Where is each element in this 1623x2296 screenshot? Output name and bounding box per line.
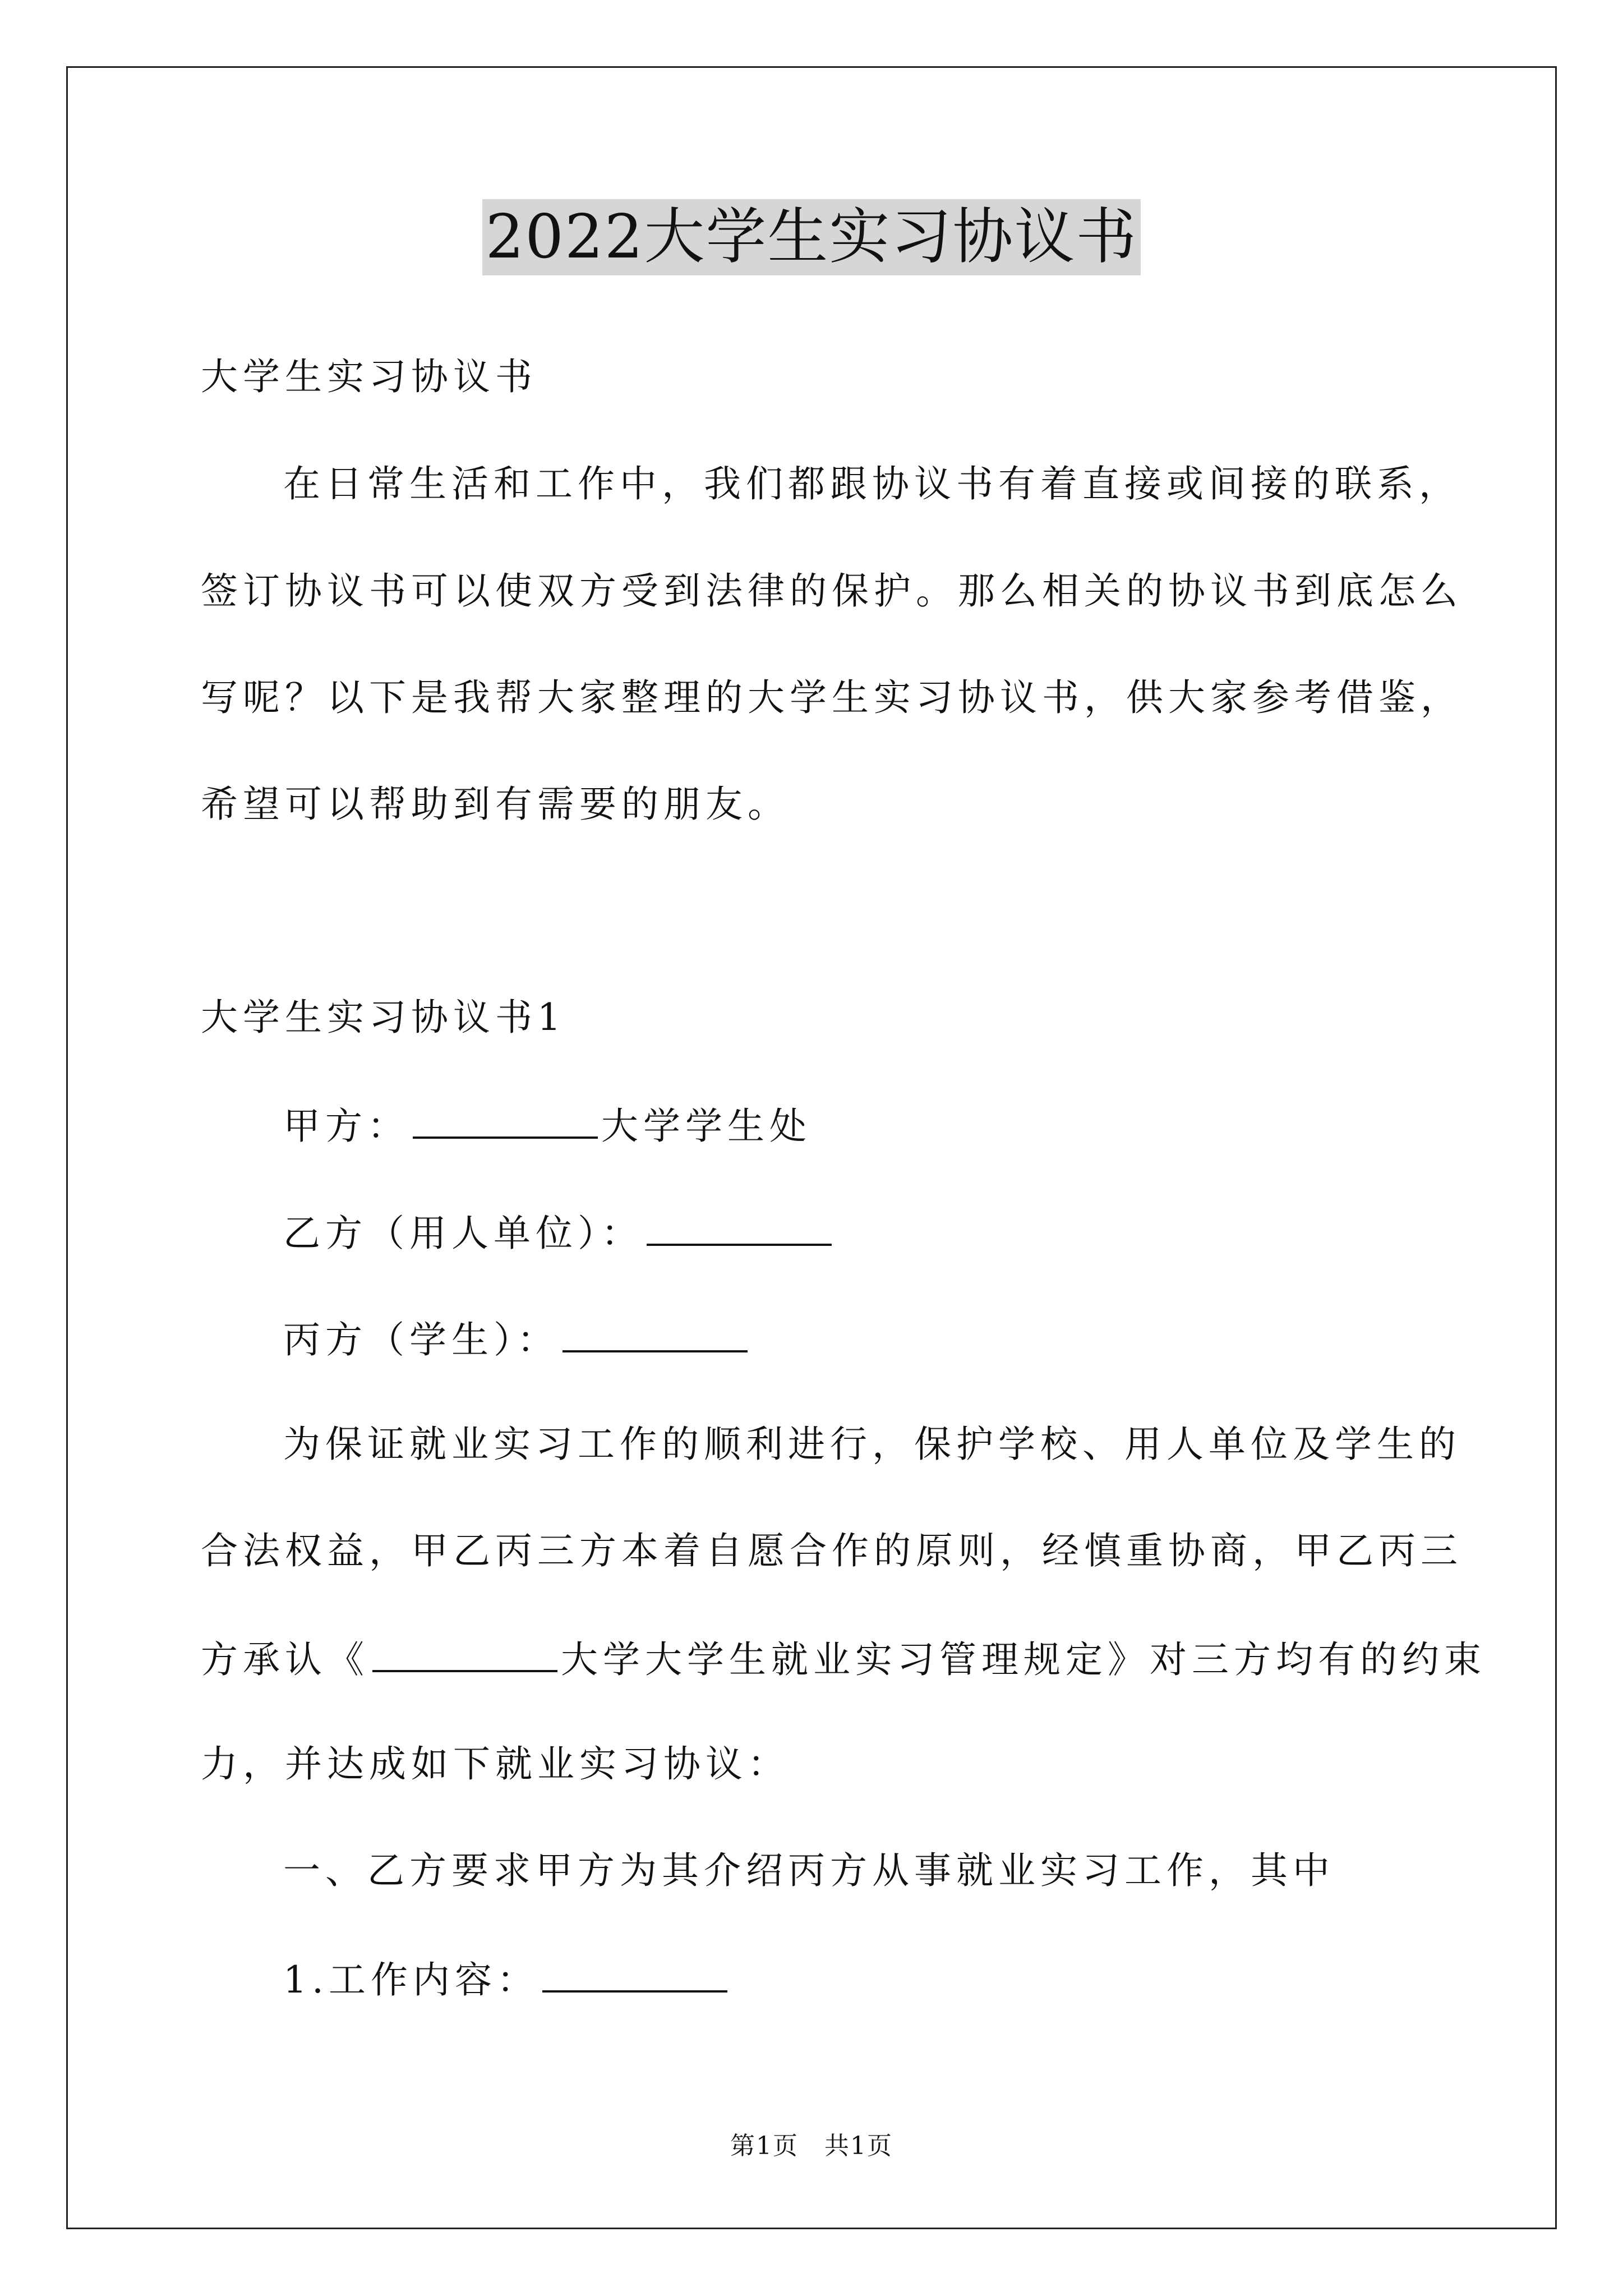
party-a-value: 大学学生处 [601, 1105, 811, 1148]
party-c-line [283, 1315, 751, 1363]
party-b-line [283, 1209, 835, 1256]
party-a-blank [413, 1102, 598, 1139]
purpose-line-4: 力，并达成如下就业实习协议： [201, 1742, 790, 1786]
purpose-line-3-start: 方承认《 [201, 1638, 369, 1681]
item-1-line [283, 1955, 731, 2003]
intro-line-2: 签订协议书可以使双方受到法律的保护。那么相关的协议书到底怎么 [201, 569, 1463, 613]
party-c-blank [562, 1315, 748, 1352]
purpose-line-3 [201, 1635, 1486, 1682]
document-title: 2022大学生实习协议书 [482, 199, 1141, 275]
intro-line-3: 写呢？以下是我帮大家整理的大学生实习协议书，供大家参考借鉴， [201, 676, 1463, 719]
party-a-label: 甲方： [283, 1105, 409, 1148]
page-footer: 第1页 共1页 [730, 2132, 893, 2160]
university-name-blank [372, 1635, 557, 1672]
section-heading: 大学生实习协议书1 [201, 996, 566, 1039]
party-b-label: 乙方（用人单位）： [283, 1212, 643, 1255]
party-c-label: 丙方（学生）： [283, 1318, 559, 1361]
purpose-line-2: 合法权益，甲乙丙三方本着自愿合作的原则，经慎重协商，甲乙丙三 [201, 1529, 1463, 1572]
clause-1: 一、乙方要求甲方为其介绍丙方从事就业实习工作，其中 [283, 1849, 1335, 1892]
purpose-line-1: 为保证就业实习工作的顺利进行，保护学校、用人单位及学生的 [283, 1423, 1461, 1466]
party-b-blank [647, 1209, 832, 1246]
document-subtitle: 大学生实习协议书 [201, 355, 537, 398]
item-1-label: 1.工作内容： [283, 1958, 539, 2001]
party-a-line [283, 1102, 811, 1149]
intro-line-4: 希望可以帮助到有需要的朋友。 [201, 783, 790, 826]
purpose-line-3-end: 大学大学生就业实习管理规定》对三方均有的约束 [561, 1638, 1486, 1681]
work-content-blank [542, 1955, 727, 1993]
intro-line-1: 在日常生活和工作中，我们都跟协议书有着直接或间接的联系， [283, 462, 1461, 505]
